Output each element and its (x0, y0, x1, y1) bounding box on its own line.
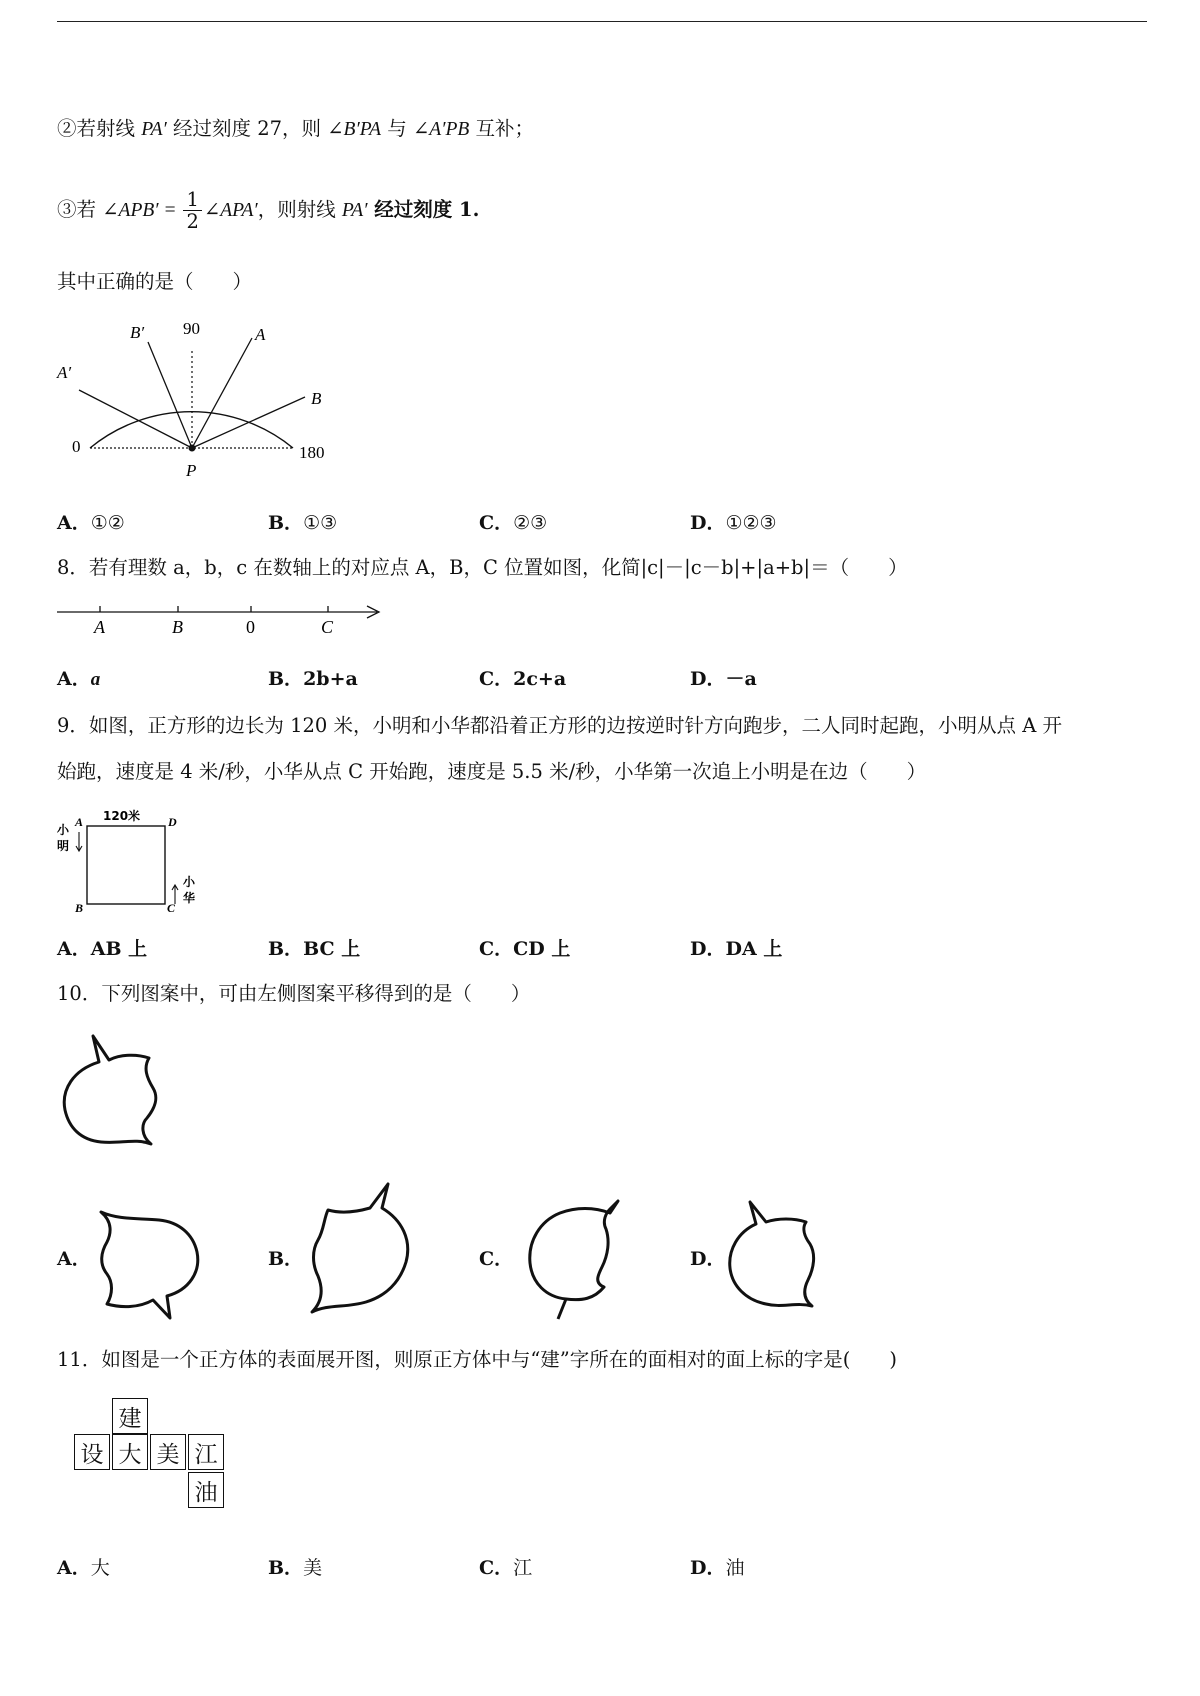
q8-stem: 8．若有理数 a，b，c 在数轴上的对应点 A，B，C 位置如图，化简|c|－|c－b|+|a+b|＝（ ） (57, 556, 908, 579)
nl-label-b: B (172, 617, 183, 637)
net-face-4: 江 (188, 1434, 224, 1470)
label-p: P (186, 461, 197, 480)
option-letter: C． (479, 1557, 514, 1579)
vertex-b: B (75, 901, 84, 915)
nl-label-a: A (94, 617, 105, 637)
ray-pb (192, 397, 305, 448)
ray-pb-prime (148, 342, 192, 448)
option-letter: A． (57, 938, 91, 960)
fraction-denominator: 2 (186, 210, 199, 233)
xiaoming-label-1: 小 (57, 823, 70, 837)
q8-option-a[interactable] (57, 664, 100, 691)
option-text: ①② (90, 512, 125, 534)
q11-option-a[interactable] (57, 1553, 110, 1580)
net-face-bottom: 油 (188, 1472, 224, 1508)
q11-option-c[interactable] (479, 1553, 532, 1580)
net-face-top: 建 (112, 1398, 148, 1434)
vertex-d: D (168, 815, 177, 829)
leaf-shape (530, 1201, 618, 1319)
q7-s3-lhs: ∠APB′ = (102, 200, 182, 221)
q7-prompt: 其中正确的是（ ） (57, 270, 253, 293)
option-letter: D． (690, 1248, 726, 1270)
q11-stem: 11．如图是一个正方体的表面展开图，则原正方体中与“建”字所在的面相对的面上标的字是( ) (57, 1348, 897, 1371)
option-text: CD 上 (513, 938, 571, 960)
option-text: 美 (303, 1557, 323, 1579)
option-letter: C． (479, 938, 514, 960)
q7-option-c[interactable] (479, 508, 547, 535)
label-180: 180 (299, 443, 325, 462)
q7-s3-suffix: 经过刻度 1. (367, 198, 480, 221)
q11-option-b[interactable] (268, 1553, 322, 1580)
leaf-shape (312, 1184, 408, 1312)
option-text: a (90, 669, 101, 690)
option-letter: B． (268, 1557, 304, 1579)
label-b: B (311, 389, 322, 408)
option-text: AB 上 (90, 938, 148, 960)
q9-stem-line1: 9．如图，正方形的边长为 120 米，小明和小华都沿着正方形的边按逆时针方向跑步，二人同时起跑，小明从点 A 开 (57, 714, 1063, 737)
q7-s3-rhs: ∠APA′ (203, 200, 258, 221)
option-text: 2b+a (303, 668, 358, 690)
option-letter: A． (57, 668, 91, 690)
q9-option-c[interactable] (479, 934, 570, 961)
q7-statement-3 (57, 180, 479, 241)
option-letter: A． (57, 1557, 91, 1579)
q8-option-b[interactable] (268, 664, 358, 691)
q7-option-b[interactable] (268, 508, 337, 535)
leaf-option-c (520, 1195, 630, 1327)
option-text: 大 (90, 1557, 110, 1579)
fraction-numerator: 1 (183, 189, 201, 211)
q7-option-d[interactable] (690, 508, 777, 535)
option-letter: C． (479, 512, 514, 534)
header-rule (57, 21, 1147, 22)
net-face-3: 美 (150, 1434, 186, 1470)
option-text: ①③ (303, 512, 338, 534)
vertex-a: A (75, 815, 84, 829)
q7-s2-mid3: 与 (381, 117, 413, 140)
ray-pa-prime (79, 390, 192, 448)
option-letter: D． (690, 512, 726, 534)
option-letter: C． (479, 1248, 514, 1270)
label-a-prime: A′ (57, 363, 72, 382)
q7-s2-value: 27 (257, 117, 283, 140)
option-letter: D． (690, 938, 726, 960)
q9-option-a[interactable] (57, 934, 147, 961)
protractor-figure (55, 320, 355, 480)
option-letter: C． (479, 668, 514, 690)
leaf-option-b (300, 1180, 425, 1320)
number-line-figure (55, 600, 395, 645)
q8-option-d[interactable] (690, 664, 757, 691)
xiaoming-label-2: 明 (57, 839, 70, 853)
q7-s3-fraction (183, 189, 201, 233)
option-letter: D． (690, 668, 726, 690)
option-letter: D． (690, 1557, 726, 1579)
q8-option-c[interactable] (479, 664, 566, 691)
q10-stem: 10．下列图案中，可由左侧图案平移得到的是（ ） (57, 982, 531, 1005)
q10-option-b[interactable] (268, 1244, 303, 1271)
leaf-option-a (95, 1190, 210, 1320)
q7-s2-angle1: ∠B′PA (327, 119, 382, 140)
leaf-option-d (720, 1200, 830, 1320)
square-track (87, 826, 165, 904)
label-90: 90 (183, 319, 200, 338)
option-text: ①②③ (725, 512, 777, 534)
label-b-prime: B′ (130, 323, 145, 342)
point-p (189, 445, 196, 452)
net-face-2: 大 (112, 1434, 148, 1470)
leaf-original (55, 1028, 185, 1160)
xiaohua-label-1: 小 (183, 875, 196, 889)
nl-label-c: C (321, 617, 334, 637)
q7-s2-suffix: 互补； (469, 117, 534, 140)
vertex-c: C (167, 901, 176, 915)
label-a: A (255, 325, 266, 344)
q7-option-a[interactable] (57, 508, 125, 535)
q7-s2-mid2: ，则 (282, 117, 328, 140)
square-track-figure (55, 806, 215, 918)
q9-stem-line2: 始跑，速度是 4 米/秒，小华从点 C 开始跑，速度是 5.5 米/秒，小华第一次追上小明是在边（ ） (57, 760, 927, 783)
leaf-shape (64, 1036, 156, 1144)
leaf-shape (101, 1212, 198, 1318)
q9-option-b[interactable] (268, 934, 360, 961)
option-text: BC 上 (303, 938, 361, 960)
side-length-label: 120米 (103, 809, 141, 823)
option-letter: A． (57, 1248, 91, 1270)
leaf-shape (730, 1202, 814, 1306)
option-text: 油 (725, 1557, 745, 1579)
q7-s2-prefix: ②若射线 (57, 117, 142, 140)
option-text: －a (725, 668, 757, 690)
option-letter: B． (268, 668, 304, 690)
option-text: ②③ (513, 512, 548, 534)
q7-s2-angle2: ∠A′PB (412, 119, 470, 140)
q10-option-c[interactable] (479, 1244, 513, 1271)
nl-label-zero: 0 (246, 617, 255, 637)
xiaohua-label-2: 华 (183, 891, 196, 905)
label-0: 0 (72, 437, 81, 456)
q7-s2-ray: PA′ (141, 119, 167, 140)
option-letter: B． (268, 938, 304, 960)
option-text: 2c+a (513, 668, 567, 690)
option-text: 江 (513, 1557, 533, 1579)
ray-pa (192, 338, 252, 448)
option-letter: B． (268, 512, 304, 534)
net-face-1: 设 (74, 1434, 110, 1470)
q7-s3-ray: PA′ (341, 200, 368, 221)
q7-s3-mid: ，则射线 (257, 198, 342, 221)
cube-net-figure (74, 1398, 224, 1518)
q7-s2-mid: 经过刻度 (166, 117, 258, 140)
option-letter: B． (268, 1248, 304, 1270)
q11-option-d[interactable] (690, 1553, 745, 1580)
q7-s3-prefix: ③若 (57, 198, 103, 221)
q9-option-d[interactable] (690, 934, 782, 961)
option-letter: A． (57, 512, 91, 534)
q10-option-a[interactable] (57, 1244, 91, 1271)
q7-statement-2 (57, 115, 534, 144)
option-text: DA 上 (725, 938, 783, 960)
